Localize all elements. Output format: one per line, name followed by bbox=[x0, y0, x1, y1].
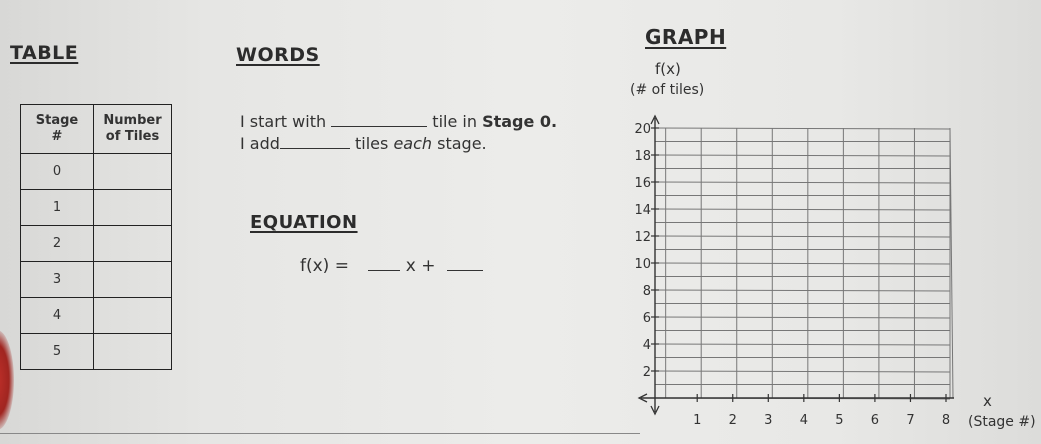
grid-line-horizontal bbox=[655, 344, 950, 345]
y-axis-name: f(x) bbox=[655, 60, 681, 78]
add-text: I add bbox=[240, 134, 280, 153]
stage-cell: 5 bbox=[21, 334, 94, 370]
stage-cell: 1 bbox=[21, 190, 94, 226]
x-tick-label: 5 bbox=[835, 413, 844, 428]
x-tick-label: 8 bbox=[941, 413, 951, 428]
x-tick-label: 7 bbox=[906, 413, 915, 428]
equation-mid: x + bbox=[405, 256, 436, 276]
grid-line-horizontal bbox=[655, 236, 950, 237]
grid-line-horizontal bbox=[655, 290, 950, 291]
y-tick-label: 12 bbox=[634, 230, 651, 245]
grid-line-horizontal bbox=[655, 209, 950, 210]
y-tick-label: 18 bbox=[634, 149, 651, 164]
start-text: I start with bbox=[240, 112, 327, 131]
tiles-text: tiles bbox=[355, 134, 389, 153]
x-axis-description: (Stage #) bbox=[968, 414, 1036, 430]
y-tick-label: 4 bbox=[642, 338, 651, 353]
y-tick-label: 8 bbox=[642, 284, 651, 299]
stage-cell: 3 bbox=[21, 262, 94, 298]
grid-line-horizontal bbox=[655, 263, 950, 264]
page-bottom-rule bbox=[0, 433, 640, 434]
x-tick-label: 3 bbox=[764, 413, 773, 428]
stage-header-line1: Stage bbox=[35, 113, 79, 128]
graph-heading: GRAPH bbox=[645, 25, 727, 49]
grid-line-horizontal bbox=[655, 155, 950, 156]
equation-heading: EQUATION bbox=[250, 212, 358, 233]
grid-line-horizontal bbox=[655, 317, 950, 318]
x-tick-label: 4 bbox=[799, 413, 808, 428]
stage-header-line2: # bbox=[51, 129, 63, 144]
stage-cell: 4 bbox=[21, 298, 94, 334]
x-tick-label: 1 bbox=[693, 413, 702, 428]
each-text: each bbox=[393, 134, 433, 153]
grid-line-horizontal bbox=[655, 128, 950, 129]
grid-line-horizontal bbox=[655, 182, 950, 183]
y-tick-label: 10 bbox=[634, 257, 651, 272]
grid-line-horizontal bbox=[655, 371, 950, 372]
x-tick-label: 6 bbox=[870, 413, 880, 428]
y-tick-label: 2 bbox=[642, 365, 651, 380]
x-tick-label: 2 bbox=[728, 413, 737, 428]
x-axis-name: x bbox=[983, 392, 992, 410]
tiles-header-line1: Number bbox=[103, 113, 162, 128]
tiles-header-line2: of Tiles bbox=[105, 129, 160, 144]
stage-cell: 0 bbox=[21, 154, 94, 190]
equation-lhs: f(x) = bbox=[300, 256, 349, 276]
y-tick-label: 6 bbox=[642, 311, 651, 326]
table-heading: TABLE bbox=[10, 42, 79, 64]
stage-text: stage. bbox=[437, 134, 487, 153]
y-axis-description: (# of tiles) bbox=[630, 82, 705, 98]
y-tick-label: 20 bbox=[634, 122, 651, 137]
stage-zero-text: Stage 0. bbox=[482, 112, 558, 131]
tile-in-text: tile in bbox=[432, 112, 477, 131]
words-heading: WORDS bbox=[236, 44, 320, 66]
y-tick-label: 14 bbox=[634, 203, 651, 218]
stage-cell: 2 bbox=[21, 226, 94, 262]
y-tick-label: 16 bbox=[634, 176, 651, 191]
